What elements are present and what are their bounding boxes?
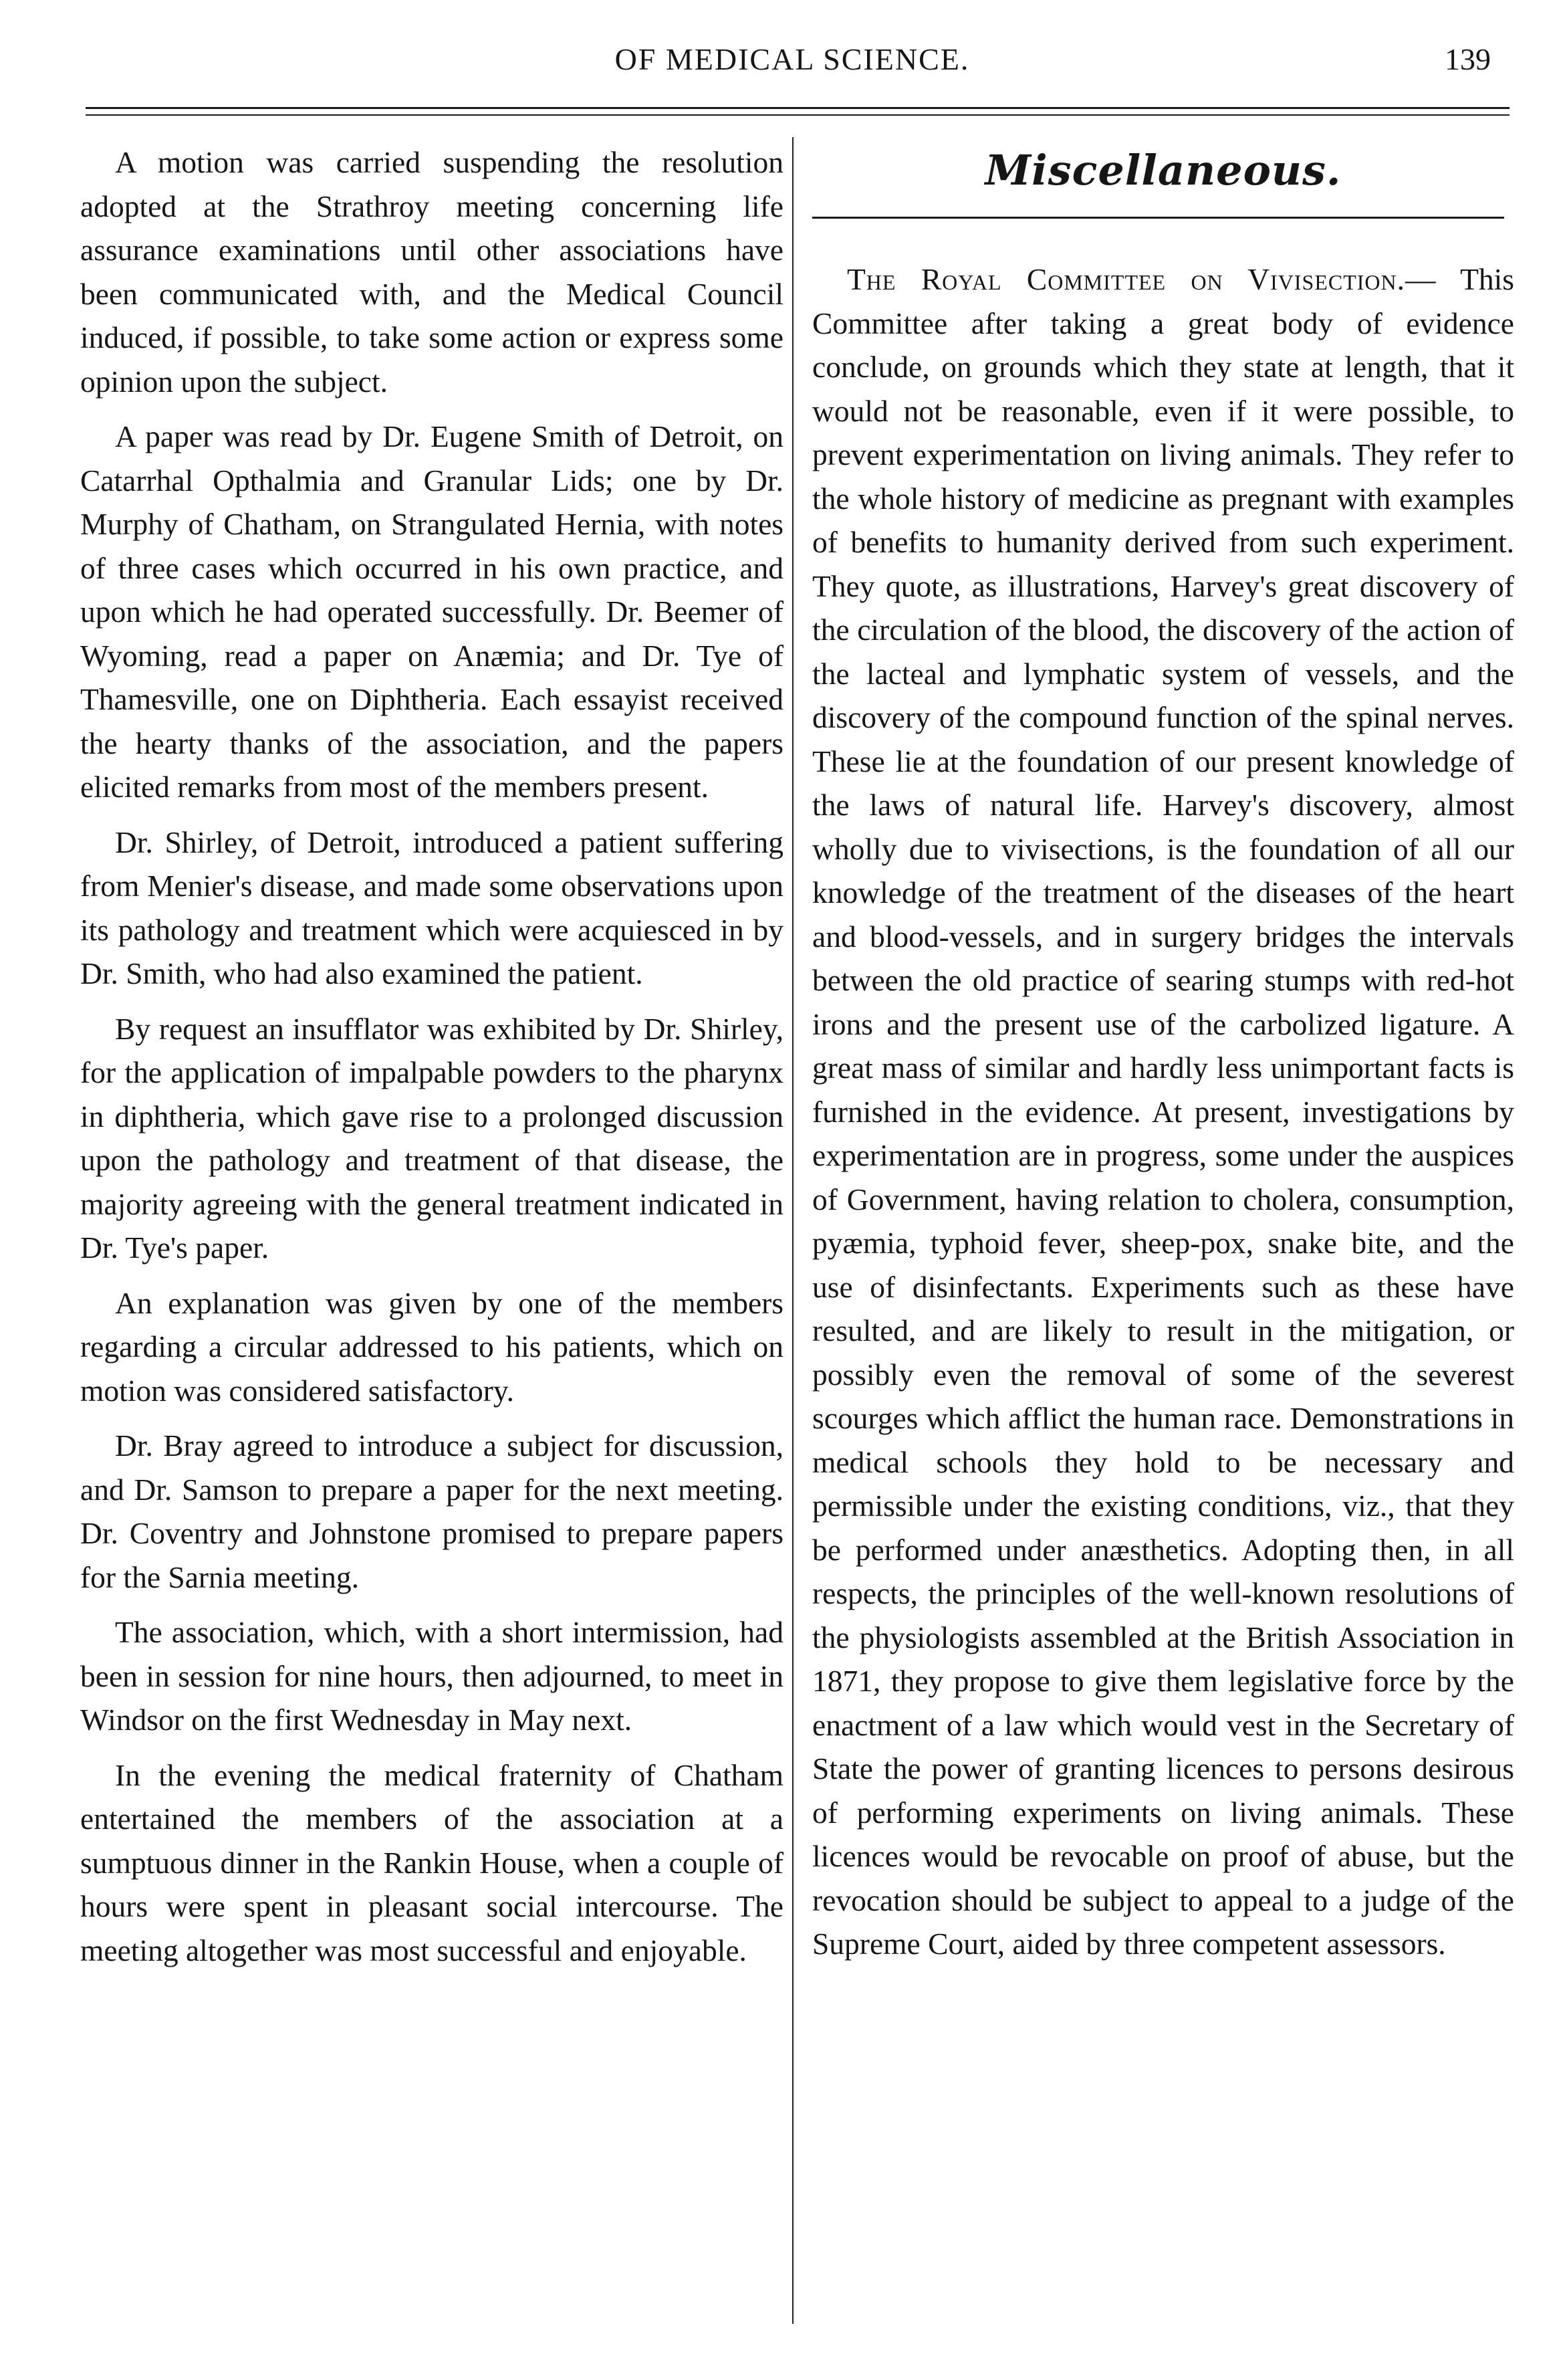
- running-title: OF MEDICAL SCIENCE.: [614, 42, 970, 76]
- paragraph: In the evening the medical fraternity of Chatham entertained the members of the association at a sumptuous dinner in the Rankin House, when a couple of hours were spent in pleasant social intercourse. The meeting altogether was most successful and enjoyable.: [80, 1757, 784, 1967]
- paragraph: Dr. Shirley, of Detroit, introduced a patient suffering from Menier's disease, and made some observations upon its pathology and treatment which were acquiesced in by Dr. Smith, who had also examined the patient.: [80, 825, 784, 990]
- section-rule: [812, 217, 1504, 219]
- article-body: This Committee after taking a great body of evidence conclude, on grounds which they state at length, that it would not be reasonable, even if it were possible, to prevent experimentation on living animals. They refer to the whole history of medicine as pregnant with examples of benefits to humanity derived from such experiment. They quote, as illustrations, Harvey's great discovery of the circulation of the blood, the discovery of the action of the lacteal and lymphatic system of vessels, and the discovery of the compound function of the spinal nerves. These lie at the foundation of our present knowledge of the laws of natural life. Harvey's discovery, almost wholly due to vivisections, is the foundation of all our knowledge of the treatment of the diseases of the heart and blood-vessels, and in surgery bridges the intervals between the old practice of searing stumps with red-hot irons and the present use of the carbolized ligature. A great mass of similar and hardly less unimportant facts is furnished in the evidence. At present, investigations by experimentation are in progress, some under the auspices of Government, having relation to cholera, consumption, pyæmia, typhoid fever, sheep-pox, snake bite, and the use of disinfectants. Experiments such as these have resulted, and are likely to result in the mitigation, or possibly even the removal of some of the severest scourges which afflict the human race. Demonstrations in medical schools they hold to be necessary and permissible under the existing conditions, viz., that they be performed under anæsthetics. Adopting then, in all respects, the principles of the well-known resolutions of the physiologists assembled at the British Association in 1871, they propose to give them legislative force by the enactment of a law which would vest in the Secretary of State the power of granting licences to persons desirous of performing experiments on living animals. These licences would be revocable on proof of abuse, but the revocation should be subject to appeal to a judge of the Supreme Court, aided by three competent assessors.: [812, 262, 1514, 1961]
- article-heading: The Royal Committee on Vivisection.—: [847, 262, 1437, 296]
- paragraph: A motion was carried suspending the resolution adopted at the Strathroy meeting concerning life assurance examinations until other associations have been communicated with, and the Medical Council induced, if possible, to take some action or express some opinion upon the subject.: [80, 145, 784, 399]
- paragraph: An explanation was given by one of the members regarding a circular addressed to his patients, which on motion was considered satisfactory.: [80, 1285, 784, 1408]
- section-title: Miscellaneous.: [985, 146, 1342, 195]
- right-column: [812, 140, 1514, 1977]
- article-paragraph: [812, 257, 1514, 1966]
- page-header: [80, 41, 1504, 95]
- paragraph: The association, which, with a short intermission, had been in session for nine hours, then adjourned, to meet in Windsor on the first Wednesday in May next.: [80, 1615, 784, 1737]
- column-divider: [792, 137, 794, 2324]
- paragraph: By request an insufflator was exhibited by Dr. Shirley, for the application of impalpable powders to the pharynx in diphtheria, which gave rise to a prolonged discussion upon the pathology and treatment of that disease, the majority agreeing with the general treatment indicated in Dr. Tye's paper.: [80, 1011, 784, 1265]
- left-column: [80, 140, 784, 1983]
- header-rule: [86, 107, 1510, 109]
- header-rule-secondary: [86, 114, 1510, 116]
- page-number: 139: [1445, 42, 1491, 76]
- paragraph: A paper was read by Dr. Eugene Smith of Detroit, on Catarrhal Opthalmia and Granular Lids; one by Dr. Murphy of Chatham, on Strangulated Hernia, with notes of three cases which occurred in his own practice, and upon which he had operated successfully. Dr. Beemer of Wyoming, read a paper on Anæmia; and Dr. Tye of Thamesville, one on Diphtheria. Each essayist received the hearty thanks of the association, and the papers elicited remarks from most of the members present.: [80, 419, 784, 804]
- paragraph: Dr. Bray agreed to introduce a subject for discussion, and Dr. Samson to prepare a paper for the next meeting. Dr. Coventry and Johnstone promised to prepare papers for the Sarnia meeting.: [80, 1428, 784, 1594]
